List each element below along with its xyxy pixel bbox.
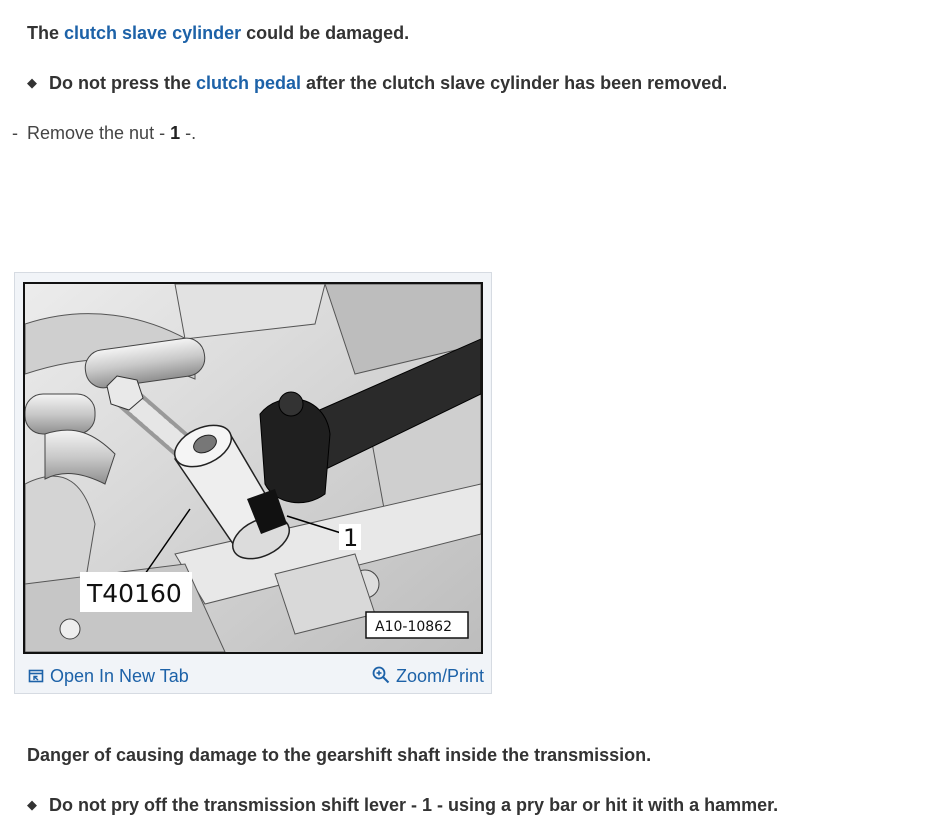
clutch-slave-cylinder-link[interactable]: clutch slave cylinder (64, 23, 242, 43)
step-dash: - (12, 123, 18, 143)
diamond-bullet-icon: ◆ (27, 797, 37, 812)
zoom-print-label: Zoom/Print (395, 666, 484, 686)
clutch-pedal-link[interactable]: clutch pedal (196, 73, 302, 93)
diamond-bullet-icon: ◆ (27, 75, 37, 90)
caution-bullet-prefix: Do not press the (49, 73, 197, 93)
caution-bullet-suffix: after the clutch slave cylinder has been removed. (301, 73, 728, 93)
danger-bullet (27, 795, 778, 816)
figure-container (14, 272, 492, 694)
danger-bullet-text: Do not pry off the transmission shift lever - 1 - using a pry bar or hit it with a hammer. (49, 795, 779, 815)
open-new-tab-icon (28, 668, 44, 689)
illustration-drawing (25, 284, 481, 652)
image-code: A10-10862 (375, 619, 452, 635)
caution-title-suffix: could be damaged. (241, 23, 410, 43)
caution-title (27, 23, 409, 44)
procedure-step (12, 123, 196, 144)
step-text-suffix: -. (180, 123, 197, 143)
caution-bullet (27, 73, 727, 94)
figure-toolbar (15, 659, 491, 693)
step-text-prefix: Remove the nut - (27, 123, 171, 143)
technical-illustration[interactable] (23, 282, 483, 654)
callout-number: 1 (343, 524, 359, 552)
zoom-in-icon (372, 666, 390, 689)
tool-label: T40160 (87, 579, 182, 608)
zoom-print-link[interactable] (372, 666, 484, 689)
caution-title-prefix: The (27, 23, 65, 43)
open-in-new-tab-link[interactable] (28, 666, 189, 689)
step-number: 1 (170, 123, 181, 143)
danger-title: Danger of causing damage to the gearshift shaft inside the transmission. (27, 745, 652, 765)
open-in-new-tab-label: Open In New Tab (50, 666, 189, 686)
